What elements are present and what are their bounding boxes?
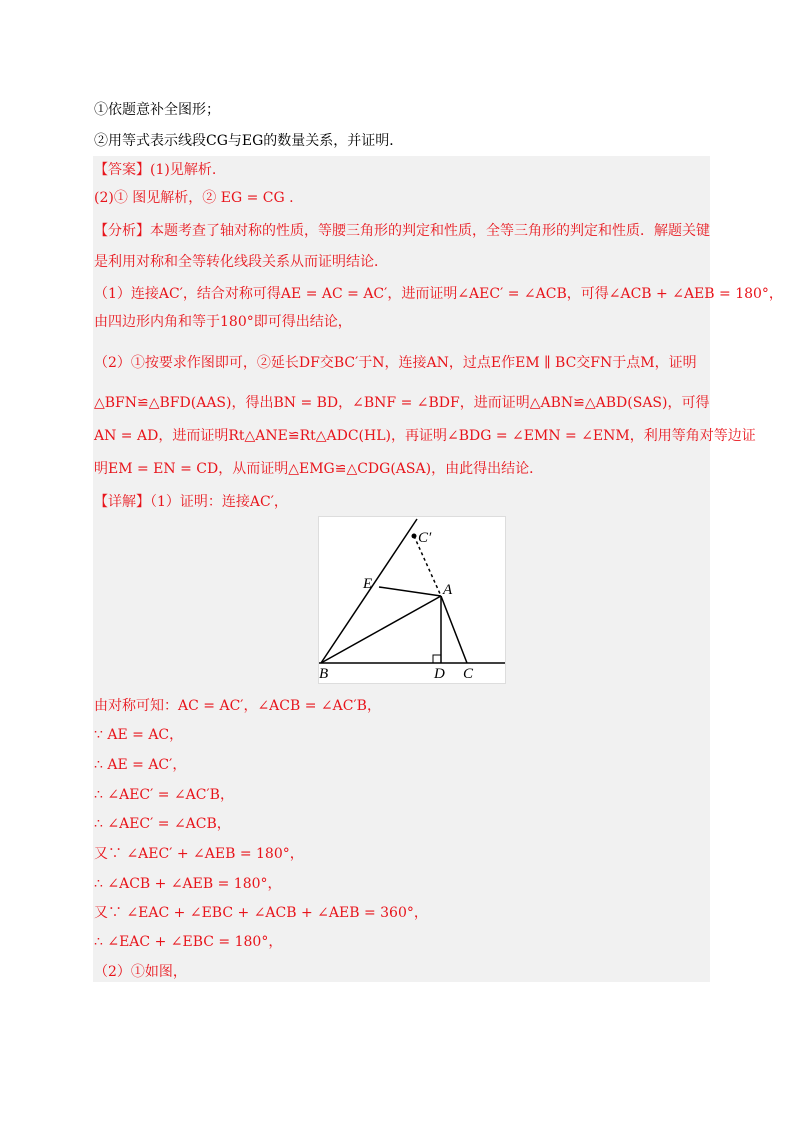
segment-ba [321,596,441,663]
analysis-line-3: （1）连接AC′，结合对称可得AE = AC = AC′，进而证明∠AEC′ = ∠ACB，可得∠ACB + ∠AEB = 180°， [94,286,783,302]
geometry-figure [318,516,506,684]
step-1-complete-figure: ①依题意补全图形； [94,102,220,118]
right-angle-mark [433,655,441,663]
answer-line-2: (2)① 图见解析，② EG = CG . [94,190,294,206]
triangle-diagram [319,517,505,683]
detail-line-11: （2）①如图， [94,964,187,980]
analysis-line-5: （2）①按要求作图即可，②延长DF交BC′于N，连接AN，过点E作EM ∥ BC交FN于点M，证明 [94,355,697,371]
analysis-line-2: 是利用对称和全等转化线段关系从而证明结论． [94,254,388,270]
detail-line-8: ∴ ∠ACB + ∠AEB = 180°， [94,876,282,892]
analysis-line-1: 【分析】本题考查了轴对称的性质，等腰三角形的判定和性质，全等三角形的判定和性质．解题关键 [94,223,710,239]
detail-line-5: ∴ ∠AEC′ = ∠AC′B， [94,787,234,803]
segment-ac [441,596,467,663]
label-d: D [434,666,445,682]
detail-line-10: ∴ ∠EAC + ∠EBC = 180°， [94,934,283,950]
label-b: B [319,666,329,682]
label-c: C [463,666,474,682]
detail-line-7: 又∵ ∠AEC′ + ∠AEB = 180°， [94,846,304,862]
point-c-prime [412,534,417,539]
analysis-line-8: 明EM = EN = CD，从而证明△EMG≌△CDG(ASA)，由此得出结论． [94,461,544,477]
detail-line-9: 又∵ ∠EAC + ∠EBC + ∠ACB + ∠AEB = 360°， [94,905,428,921]
label-c-prime: C′ [418,530,432,546]
analysis-line-7: AN = AD，进而证明Rt△ANE≌Rt△ADC(HL)，再证明∠BDG = ∠EMN = ∠ENM，利用等角对等边证 [94,428,756,444]
answer-line-1: 【答案】(1)见解析. [94,162,217,178]
detail-line-3: ∵ AE = AC， [94,727,184,743]
detail-line-6: ∴ ∠AEC′ = ∠ACB， [94,816,231,832]
analysis-line-4: 由四边形内角和等于180°即可得出结论， [94,314,352,330]
detail-line-2: 由对称可知：AC = AC′，∠ACB = ∠AC′B， [94,698,381,714]
detail-line-1: 【详解】（1）证明：连接AC′， [94,494,288,510]
label-e: E [363,576,373,592]
detail-line-4: ∴ AE = AC′， [94,757,187,773]
segment-ea [379,587,441,596]
analysis-line-6: △BFN≌△BFD(AAS)，得出BN = BD，∠BNF = ∠BDF，进而证明△ABN≌△ABD(SAS)，可得 [94,395,710,411]
label-a: A [443,582,453,598]
step-2-relation: ②用等式表示线段CG与EG的数量关系，并证明． [94,133,404,149]
